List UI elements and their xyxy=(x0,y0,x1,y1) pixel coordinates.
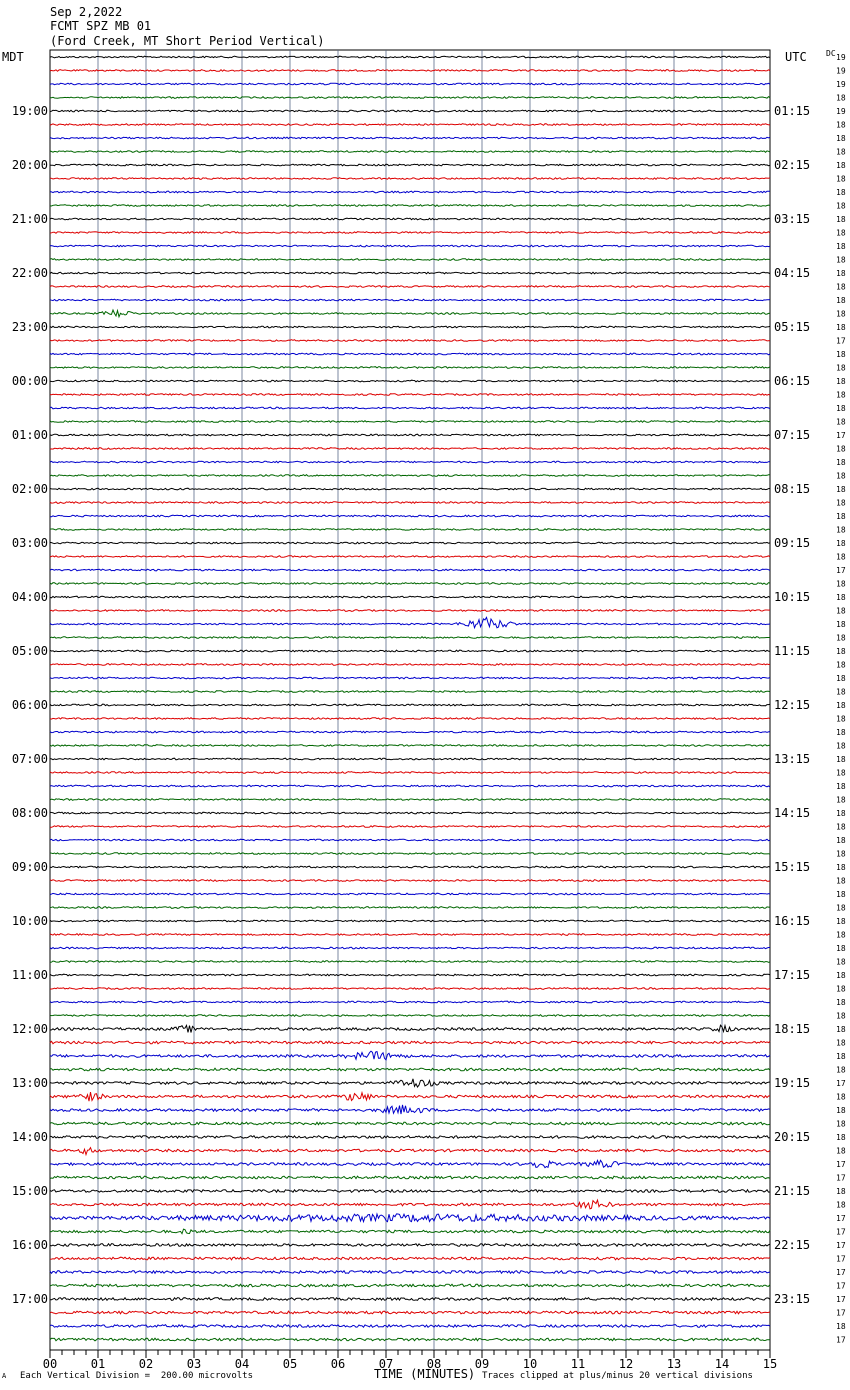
trace-88 xyxy=(50,1244,770,1247)
dc-offset-30: 18 xyxy=(836,458,846,467)
dc-offset-32: 18 xyxy=(836,485,846,494)
trace-81 xyxy=(50,1148,770,1155)
trace-1 xyxy=(50,70,770,72)
left-hour-label: 01:00 xyxy=(11,428,48,442)
dc-offset-74: 18 xyxy=(836,1052,846,1061)
dc-offset-79: 18 xyxy=(836,1119,846,1129)
dc-offset-83: 17 xyxy=(836,1173,846,1183)
trace-82 xyxy=(50,1160,770,1167)
dc-offset-61: 18 xyxy=(836,876,846,886)
right-hour-label: 14:15 xyxy=(774,806,811,820)
right-hour-label: 16:15 xyxy=(774,914,811,928)
dc-offset-49: 18 xyxy=(836,714,846,724)
right-hour-label: 22:15 xyxy=(774,1238,811,1252)
trace-75 xyxy=(50,1068,770,1071)
dc-offset-22: 18 xyxy=(836,350,846,359)
trace-29 xyxy=(50,448,770,450)
dc-offset-header: DC xyxy=(826,49,836,58)
trace-80 xyxy=(50,1136,770,1139)
trace-33 xyxy=(50,502,770,504)
left-hour-label: 08:00 xyxy=(11,806,48,820)
dc-offset-48: 18 xyxy=(836,701,846,710)
dc-offset-31: 18 xyxy=(836,471,846,481)
dc-offset-93: 17 xyxy=(836,1308,846,1318)
dc-offset-72: 18 xyxy=(836,1025,846,1034)
x-tick-label: 15 xyxy=(762,1357,778,1371)
left-hour-label: 23:00 xyxy=(11,320,48,334)
trace-15 xyxy=(50,259,770,261)
dc-offset-1: 19 xyxy=(836,66,846,76)
dc-offset-59: 18 xyxy=(836,849,846,859)
clip-note: Traces clipped at plus/minus 20 vertical divisions xyxy=(482,1371,753,1381)
dc-offset-10: 18 xyxy=(836,188,846,197)
trace-55 xyxy=(50,799,770,801)
dc-offset-39: 18 xyxy=(836,579,846,589)
x-tick-label: 14 xyxy=(714,1357,730,1371)
dc-offset-50: 18 xyxy=(836,728,846,737)
right-hour-label: 10:15 xyxy=(774,590,811,604)
trace-5 xyxy=(50,124,770,126)
trace-12 xyxy=(50,218,770,220)
trace-95 xyxy=(50,1338,770,1341)
trace-46 xyxy=(50,677,770,679)
trace-17 xyxy=(50,286,770,288)
dc-offset-9: 18 xyxy=(836,174,846,184)
dc-offset-2: 19 xyxy=(836,80,846,89)
dc-offset-21: 17 xyxy=(836,336,846,346)
dc-offset-67: 18 xyxy=(836,957,846,967)
trace-45 xyxy=(50,664,770,666)
trace-74 xyxy=(50,1051,770,1060)
trace-86 xyxy=(50,1214,770,1222)
trace-25 xyxy=(50,394,770,396)
x-tick-label: 08 xyxy=(426,1357,442,1371)
left-hour-label: 21:00 xyxy=(11,212,48,226)
trace-20 xyxy=(50,326,770,328)
trace-84 xyxy=(50,1190,770,1193)
trace-14 xyxy=(50,245,770,247)
dc-offset-77: 18 xyxy=(836,1092,846,1102)
x-tick-label: 09 xyxy=(474,1357,490,1371)
x-tick-label: 11 xyxy=(570,1357,586,1371)
trace-79 xyxy=(50,1122,770,1125)
dc-offset-47: 18 xyxy=(836,687,846,697)
right-hour-label: 11:15 xyxy=(774,644,811,658)
left-hour-label: 19:00 xyxy=(11,104,48,118)
trace-27 xyxy=(50,421,770,423)
trace-23 xyxy=(50,367,770,369)
dc-offset-19: 18 xyxy=(836,309,846,319)
dc-offset-58: 18 xyxy=(836,836,846,845)
x-tick-label: 12 xyxy=(618,1357,634,1371)
trace-59 xyxy=(50,853,770,855)
dc-offset-84: 18 xyxy=(836,1187,846,1196)
right-hour-label: 15:15 xyxy=(774,860,811,874)
left-hour-label: 20:00 xyxy=(11,158,48,172)
left-hour-label: 00:00 xyxy=(11,374,48,388)
trace-90 xyxy=(50,1271,770,1274)
left-hour-label: 11:00 xyxy=(11,968,48,982)
right-hour-label: 17:15 xyxy=(774,968,811,982)
trace-93 xyxy=(50,1311,770,1314)
left-hour-label: 09:00 xyxy=(11,860,48,874)
dc-offset-53: 18 xyxy=(836,768,846,778)
trace-54 xyxy=(50,785,770,787)
right-hour-label: 08:15 xyxy=(774,482,811,496)
dc-offset-62: 18 xyxy=(836,890,846,899)
scale-mark: A xyxy=(2,1372,7,1380)
dc-offset-60: 18 xyxy=(836,863,846,872)
trace-34 xyxy=(50,515,770,517)
right-hour-label: 12:15 xyxy=(774,698,811,712)
trace-28 xyxy=(50,434,770,436)
left-hour-label: 02:00 xyxy=(11,482,48,496)
dc-offset-35: 18 xyxy=(836,525,846,535)
left-hour-label: 12:00 xyxy=(11,1022,48,1036)
x-tick-label: 00 xyxy=(42,1357,58,1371)
trace-10 xyxy=(50,191,770,193)
trace-70 xyxy=(50,1001,770,1003)
dc-offset-43: 18 xyxy=(836,633,846,643)
dc-offset-63: 18 xyxy=(836,903,846,913)
dc-offset-46: 18 xyxy=(836,674,846,683)
x-tick-label: 06 xyxy=(330,1357,346,1371)
dc-offset-6: 18 xyxy=(836,134,846,143)
dc-offset-33: 18 xyxy=(836,498,846,508)
dc-offset-11: 18 xyxy=(836,201,846,211)
trace-9 xyxy=(50,178,770,180)
dc-offset-90: 17 xyxy=(836,1268,846,1277)
dc-offset-91: 17 xyxy=(836,1281,846,1291)
trace-64 xyxy=(50,920,770,922)
x-tick-label: 01 xyxy=(90,1357,106,1371)
dc-offset-0: 19 xyxy=(836,53,846,62)
right-hour-label: 03:15 xyxy=(774,212,811,226)
dc-offset-54: 18 xyxy=(836,782,846,791)
right-hour-label: 05:15 xyxy=(774,320,811,334)
dc-offset-13: 18 xyxy=(836,228,846,238)
trace-31 xyxy=(50,475,770,477)
right-hour-label: 02:15 xyxy=(774,158,811,172)
dc-offset-95: 17 xyxy=(836,1335,846,1345)
dc-offset-57: 18 xyxy=(836,822,846,832)
trace-53 xyxy=(50,772,770,774)
right-hour-label: 13:15 xyxy=(774,752,811,766)
dc-offset-15: 18 xyxy=(836,255,846,265)
dc-offset-40: 18 xyxy=(836,593,846,602)
dc-offset-14: 18 xyxy=(836,242,846,251)
dc-offset-68: 18 xyxy=(836,971,846,980)
trace-36 xyxy=(50,542,770,544)
trace-72 xyxy=(50,1025,770,1032)
trace-0 xyxy=(50,56,770,58)
trace-57 xyxy=(50,826,770,828)
x-tick-label: 10 xyxy=(522,1357,538,1371)
trace-83 xyxy=(50,1176,770,1179)
trace-19 xyxy=(50,310,770,317)
trace-73 xyxy=(50,1041,770,1044)
right-hour-label: 06:15 xyxy=(774,374,811,388)
trace-35 xyxy=(50,529,770,531)
station-label: FCMT SPZ MB 01 xyxy=(50,19,152,33)
trace-38 xyxy=(50,569,770,571)
trace-13 xyxy=(50,232,770,234)
date-label: Sep 2,2022 xyxy=(50,5,123,19)
dc-offset-17: 18 xyxy=(836,282,846,292)
right-hour-label: 23:15 xyxy=(774,1292,811,1306)
left-hour-label: 13:00 xyxy=(11,1076,48,1090)
dc-offset-8: 18 xyxy=(836,161,846,170)
dc-offset-82: 17 xyxy=(836,1160,846,1169)
right-hour-label: 18:15 xyxy=(774,1022,811,1036)
dc-offset-55: 18 xyxy=(836,795,846,805)
dc-offset-38: 17 xyxy=(836,566,846,575)
trace-47 xyxy=(50,691,770,693)
trace-77 xyxy=(50,1092,770,1101)
right-hour-label: 09:15 xyxy=(774,536,811,550)
trace-66 xyxy=(50,947,770,949)
trace-94 xyxy=(50,1325,770,1328)
trace-91 xyxy=(50,1284,770,1287)
right-hour-label: 01:15 xyxy=(774,104,811,118)
dc-offset-26: 18 xyxy=(836,404,846,413)
left-hour-label: 16:00 xyxy=(11,1238,48,1252)
left-hour-label: 10:00 xyxy=(11,914,48,928)
x-tick-label: 07 xyxy=(378,1357,394,1371)
trace-16 xyxy=(50,272,770,274)
trace-41 xyxy=(50,610,770,612)
dc-offset-76: 17 xyxy=(836,1079,846,1088)
trace-32 xyxy=(50,488,770,490)
dc-offset-12: 18 xyxy=(836,215,846,224)
dc-offset-4: 19 xyxy=(836,107,846,116)
dc-offset-66: 18 xyxy=(836,944,846,953)
dc-offset-85: 18 xyxy=(836,1200,846,1210)
left-hour-label: 07:00 xyxy=(11,752,48,766)
trace-92 xyxy=(50,1298,770,1301)
trace-2 xyxy=(50,83,770,85)
trace-48 xyxy=(50,704,770,706)
trace-49 xyxy=(50,718,770,720)
trace-51 xyxy=(50,745,770,747)
dc-offset-41: 18 xyxy=(836,606,846,616)
trace-63 xyxy=(50,907,770,909)
dc-offset-28: 17 xyxy=(836,431,846,440)
dc-offset-80: 18 xyxy=(836,1133,846,1142)
trace-71 xyxy=(50,1015,770,1017)
trace-62 xyxy=(50,893,770,895)
dc-offset-71: 18 xyxy=(836,1011,846,1021)
dc-offset-86: 17 xyxy=(836,1214,846,1223)
trace-7 xyxy=(50,151,770,153)
dc-offset-23: 18 xyxy=(836,363,846,373)
trace-76 xyxy=(50,1079,770,1087)
left-hour-label: 03:00 xyxy=(11,536,48,550)
dc-offset-64: 18 xyxy=(836,917,846,926)
left-hour-label: 22:00 xyxy=(11,266,48,280)
dc-offset-27: 18 xyxy=(836,417,846,427)
dc-offset-65: 18 xyxy=(836,930,846,940)
dc-offset-78: 18 xyxy=(836,1106,846,1115)
dc-offset-7: 18 xyxy=(836,147,846,157)
right-hour-label: 19:15 xyxy=(774,1076,811,1090)
vertical-division-note: Each Vertical Division = 200.00 microvolts xyxy=(20,1371,253,1381)
trace-78 xyxy=(50,1105,770,1114)
trace-40 xyxy=(50,596,770,598)
dc-offset-94: 18 xyxy=(836,1322,846,1331)
dc-offset-51: 18 xyxy=(836,741,846,751)
trace-3 xyxy=(50,97,770,99)
dc-offset-87: 17 xyxy=(836,1227,846,1237)
trace-85 xyxy=(50,1200,770,1209)
left-hour-label: 14:00 xyxy=(11,1130,48,1144)
trace-18 xyxy=(50,299,770,301)
dc-offset-75: 18 xyxy=(836,1065,846,1075)
x-tick-label: 05 xyxy=(282,1357,298,1371)
trace-44 xyxy=(50,650,770,652)
trace-68 xyxy=(50,974,770,976)
trace-58 xyxy=(50,839,770,841)
left-hour-label: 05:00 xyxy=(11,644,48,658)
dc-offset-16: 18 xyxy=(836,269,846,278)
left-hour-label: 17:00 xyxy=(11,1292,48,1306)
dc-offset-88: 17 xyxy=(836,1241,846,1250)
dc-offset-89: 17 xyxy=(836,1254,846,1264)
dc-offset-42: 18 xyxy=(836,620,846,629)
dc-offset-36: 18 xyxy=(836,539,846,548)
x-tick-label: 13 xyxy=(666,1357,682,1371)
x-tick-label: 03 xyxy=(186,1357,202,1371)
dc-offset-3: 18 xyxy=(836,93,846,103)
trace-52 xyxy=(50,758,770,760)
trace-21 xyxy=(50,340,770,342)
x-tick-label: 04 xyxy=(234,1357,250,1371)
trace-50 xyxy=(50,731,770,733)
left-hour-label: 15:00 xyxy=(11,1184,48,1198)
right-hour-label: 20:15 xyxy=(774,1130,811,1144)
right-timezone-label: UTC xyxy=(785,50,807,64)
trace-69 xyxy=(50,988,770,990)
trace-37 xyxy=(50,556,770,558)
x-tick-label: 02 xyxy=(138,1357,154,1371)
trace-87 xyxy=(50,1229,770,1234)
dc-offset-45: 18 xyxy=(836,660,846,670)
dc-offset-18: 18 xyxy=(836,296,846,305)
right-hour-label: 07:15 xyxy=(774,428,811,442)
dc-offset-5: 18 xyxy=(836,120,846,130)
trace-11 xyxy=(50,205,770,207)
trace-56 xyxy=(50,812,770,814)
left-hour-label: 04:00 xyxy=(11,590,48,604)
right-hour-label: 21:15 xyxy=(774,1184,811,1198)
dc-offset-34: 18 xyxy=(836,512,846,521)
dc-offset-29: 18 xyxy=(836,444,846,454)
dc-offset-20: 18 xyxy=(836,323,846,332)
trace-43 xyxy=(50,637,770,639)
trace-65 xyxy=(50,934,770,936)
trace-group xyxy=(50,56,770,1341)
dc-offset-44: 18 xyxy=(836,647,846,656)
trace-61 xyxy=(50,880,770,882)
dc-offset-81: 18 xyxy=(836,1146,846,1156)
trace-26 xyxy=(50,407,770,409)
trace-89 xyxy=(50,1257,770,1260)
trace-6 xyxy=(50,137,770,139)
dc-offset-69: 18 xyxy=(836,984,846,994)
trace-30 xyxy=(50,461,770,463)
trace-24 xyxy=(50,380,770,382)
dc-offset-56: 18 xyxy=(836,809,846,818)
dc-offset-92: 17 xyxy=(836,1295,846,1304)
x-axis-title: TIME (MINUTES) xyxy=(374,1367,476,1381)
trace-42 xyxy=(50,617,770,627)
trace-67 xyxy=(50,961,770,963)
trace-8 xyxy=(50,164,770,166)
left-hour-label: 06:00 xyxy=(11,698,48,712)
trace-60 xyxy=(50,866,770,868)
trace-39 xyxy=(50,583,770,585)
left-timezone-label: MDT xyxy=(2,50,24,64)
dc-offset-52: 18 xyxy=(836,755,846,764)
station-description: (Ford Creek, MT Short Period Vertical) xyxy=(50,34,325,48)
trace-4 xyxy=(50,110,770,112)
dc-offset-25: 18 xyxy=(836,390,846,400)
dc-offset-37: 18 xyxy=(836,552,846,562)
right-hour-label: 04:15 xyxy=(774,266,811,280)
dc-offset-24: 18 xyxy=(836,377,846,386)
trace-22 xyxy=(50,353,770,355)
dc-offset-70: 18 xyxy=(836,998,846,1007)
dc-offset-73: 18 xyxy=(836,1038,846,1048)
